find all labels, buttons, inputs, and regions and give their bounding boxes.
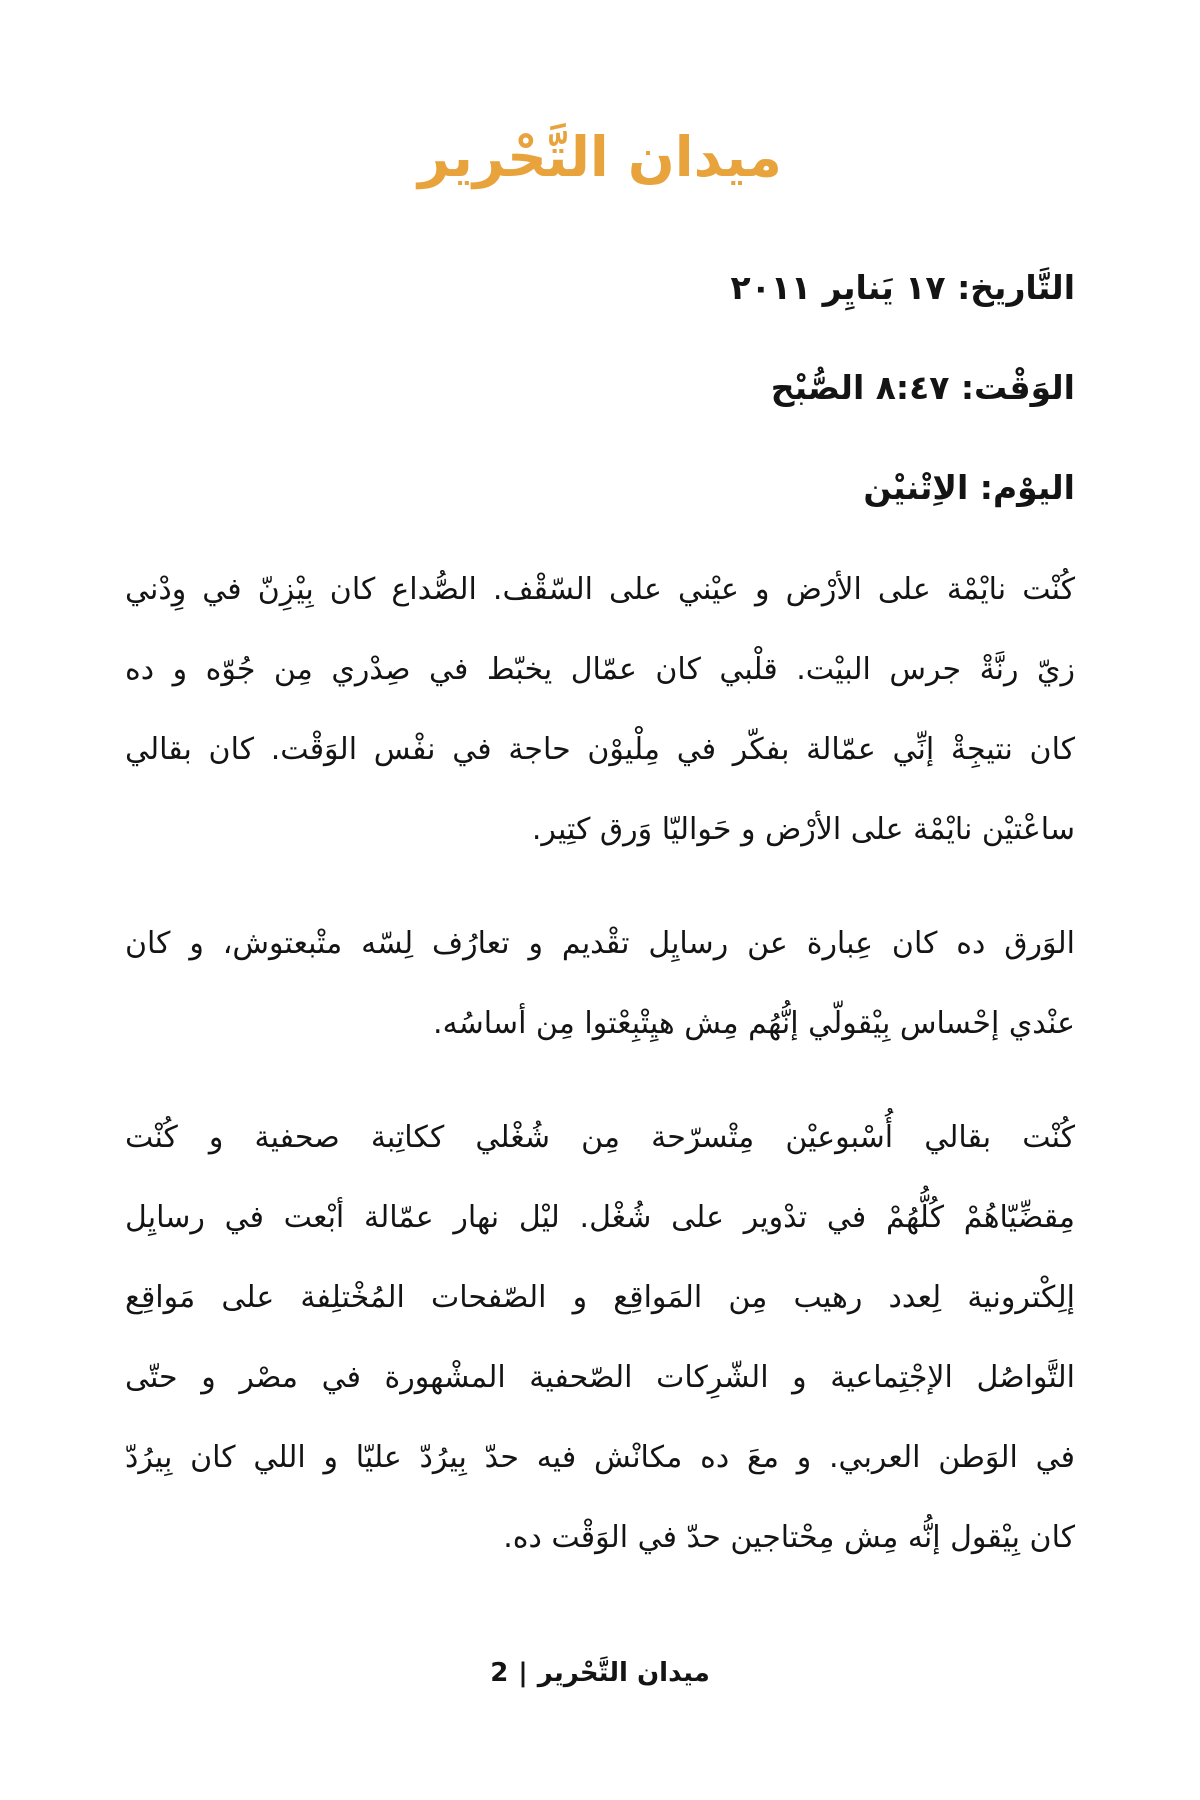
body-line: مِقضِّيّاهُمْ كُلُّهُمْ في تدْوير على شُغْل. ليْل نهار عمّالة أبْعت في رسايِل <box>125 1199 1075 1235</box>
body-text <box>0 550 1200 1578</box>
body-line: كان نتيجِةْ إنِّي عمّالة بفكّر في مِلْيوْن حاجة في نفْس الوَقْت. كان بقالي <box>125 731 1075 767</box>
paragraph-2 <box>125 904 1075 1064</box>
date-line: التَّاريخ: ١٧ يَنايِر ٢٠١١ <box>730 267 1075 307</box>
body-line: كُنْت بقالي أُسْبوعيْن مِتْسرّحة مِن شُغْلي ككاتِبة صحفية و كُنْت <box>125 1119 1075 1155</box>
body-line: الوَرق ده كان عِبارة عن رسايِل تقْديم و تعارُف لِسّه متْبعتوش، و كان <box>125 925 1075 961</box>
footer-book-title: ميدان التَّحْرير <box>537 1658 710 1688</box>
paragraph-1 <box>125 550 1075 870</box>
page-footer <box>0 1658 1200 1688</box>
body-line: كان بِيْقول إنُّه مِش مِحْتاجين حدّ في الوَقْت ده. <box>503 1519 1075 1555</box>
paragraph-3 <box>125 1098 1075 1578</box>
day-line: اليوْم: الاِتْنيْن <box>863 467 1075 507</box>
body-line: عنْدي إحْساس بِيْقولّي إنُّهُم مِش هيِتْبِعْتوا مِن أساسُه. <box>433 1005 1075 1041</box>
footer-separator: | <box>518 1658 528 1688</box>
body-line: إلِكْترونية لِعدد رهيب مِن المَواقِع و الصّفحات المُخْتلِفة على مَواقِع <box>125 1279 1075 1315</box>
meta-block <box>0 238 1200 538</box>
body-line: التَّواصُل الإجْتِماعية و الشّرِكات الصّحفية المشْهورة في مصْر و حتّى <box>125 1359 1075 1395</box>
page-title: ميدان التَّحْرير <box>418 125 782 189</box>
footer-page-number: 2 <box>490 1658 509 1688</box>
body-line: في الوَطن العربي. و معَ ده مكانْش فيه حدّ بِيرُدّ عليّا و اللي كان بِيرُدّ <box>125 1439 1075 1475</box>
body-line: كُنْت نايْمْة على الأرْض و عيْني على السّقْف. الصُّداع كان بِيْزِنّ في وِدْني <box>125 571 1075 607</box>
time-line: الوَقْت: ٨:٤٧ الصُّبْح <box>770 367 1075 407</box>
body-line: زيّ رنَّةْ جرس البيْت. قلْبي كان عمّال يخبّط في صِدْري مِن جُوّه و ده <box>125 651 1075 687</box>
body-line: ساعْتيْن نايْمْة على الأرْض و حَواليّا وَرق كتِير. <box>531 811 1075 847</box>
